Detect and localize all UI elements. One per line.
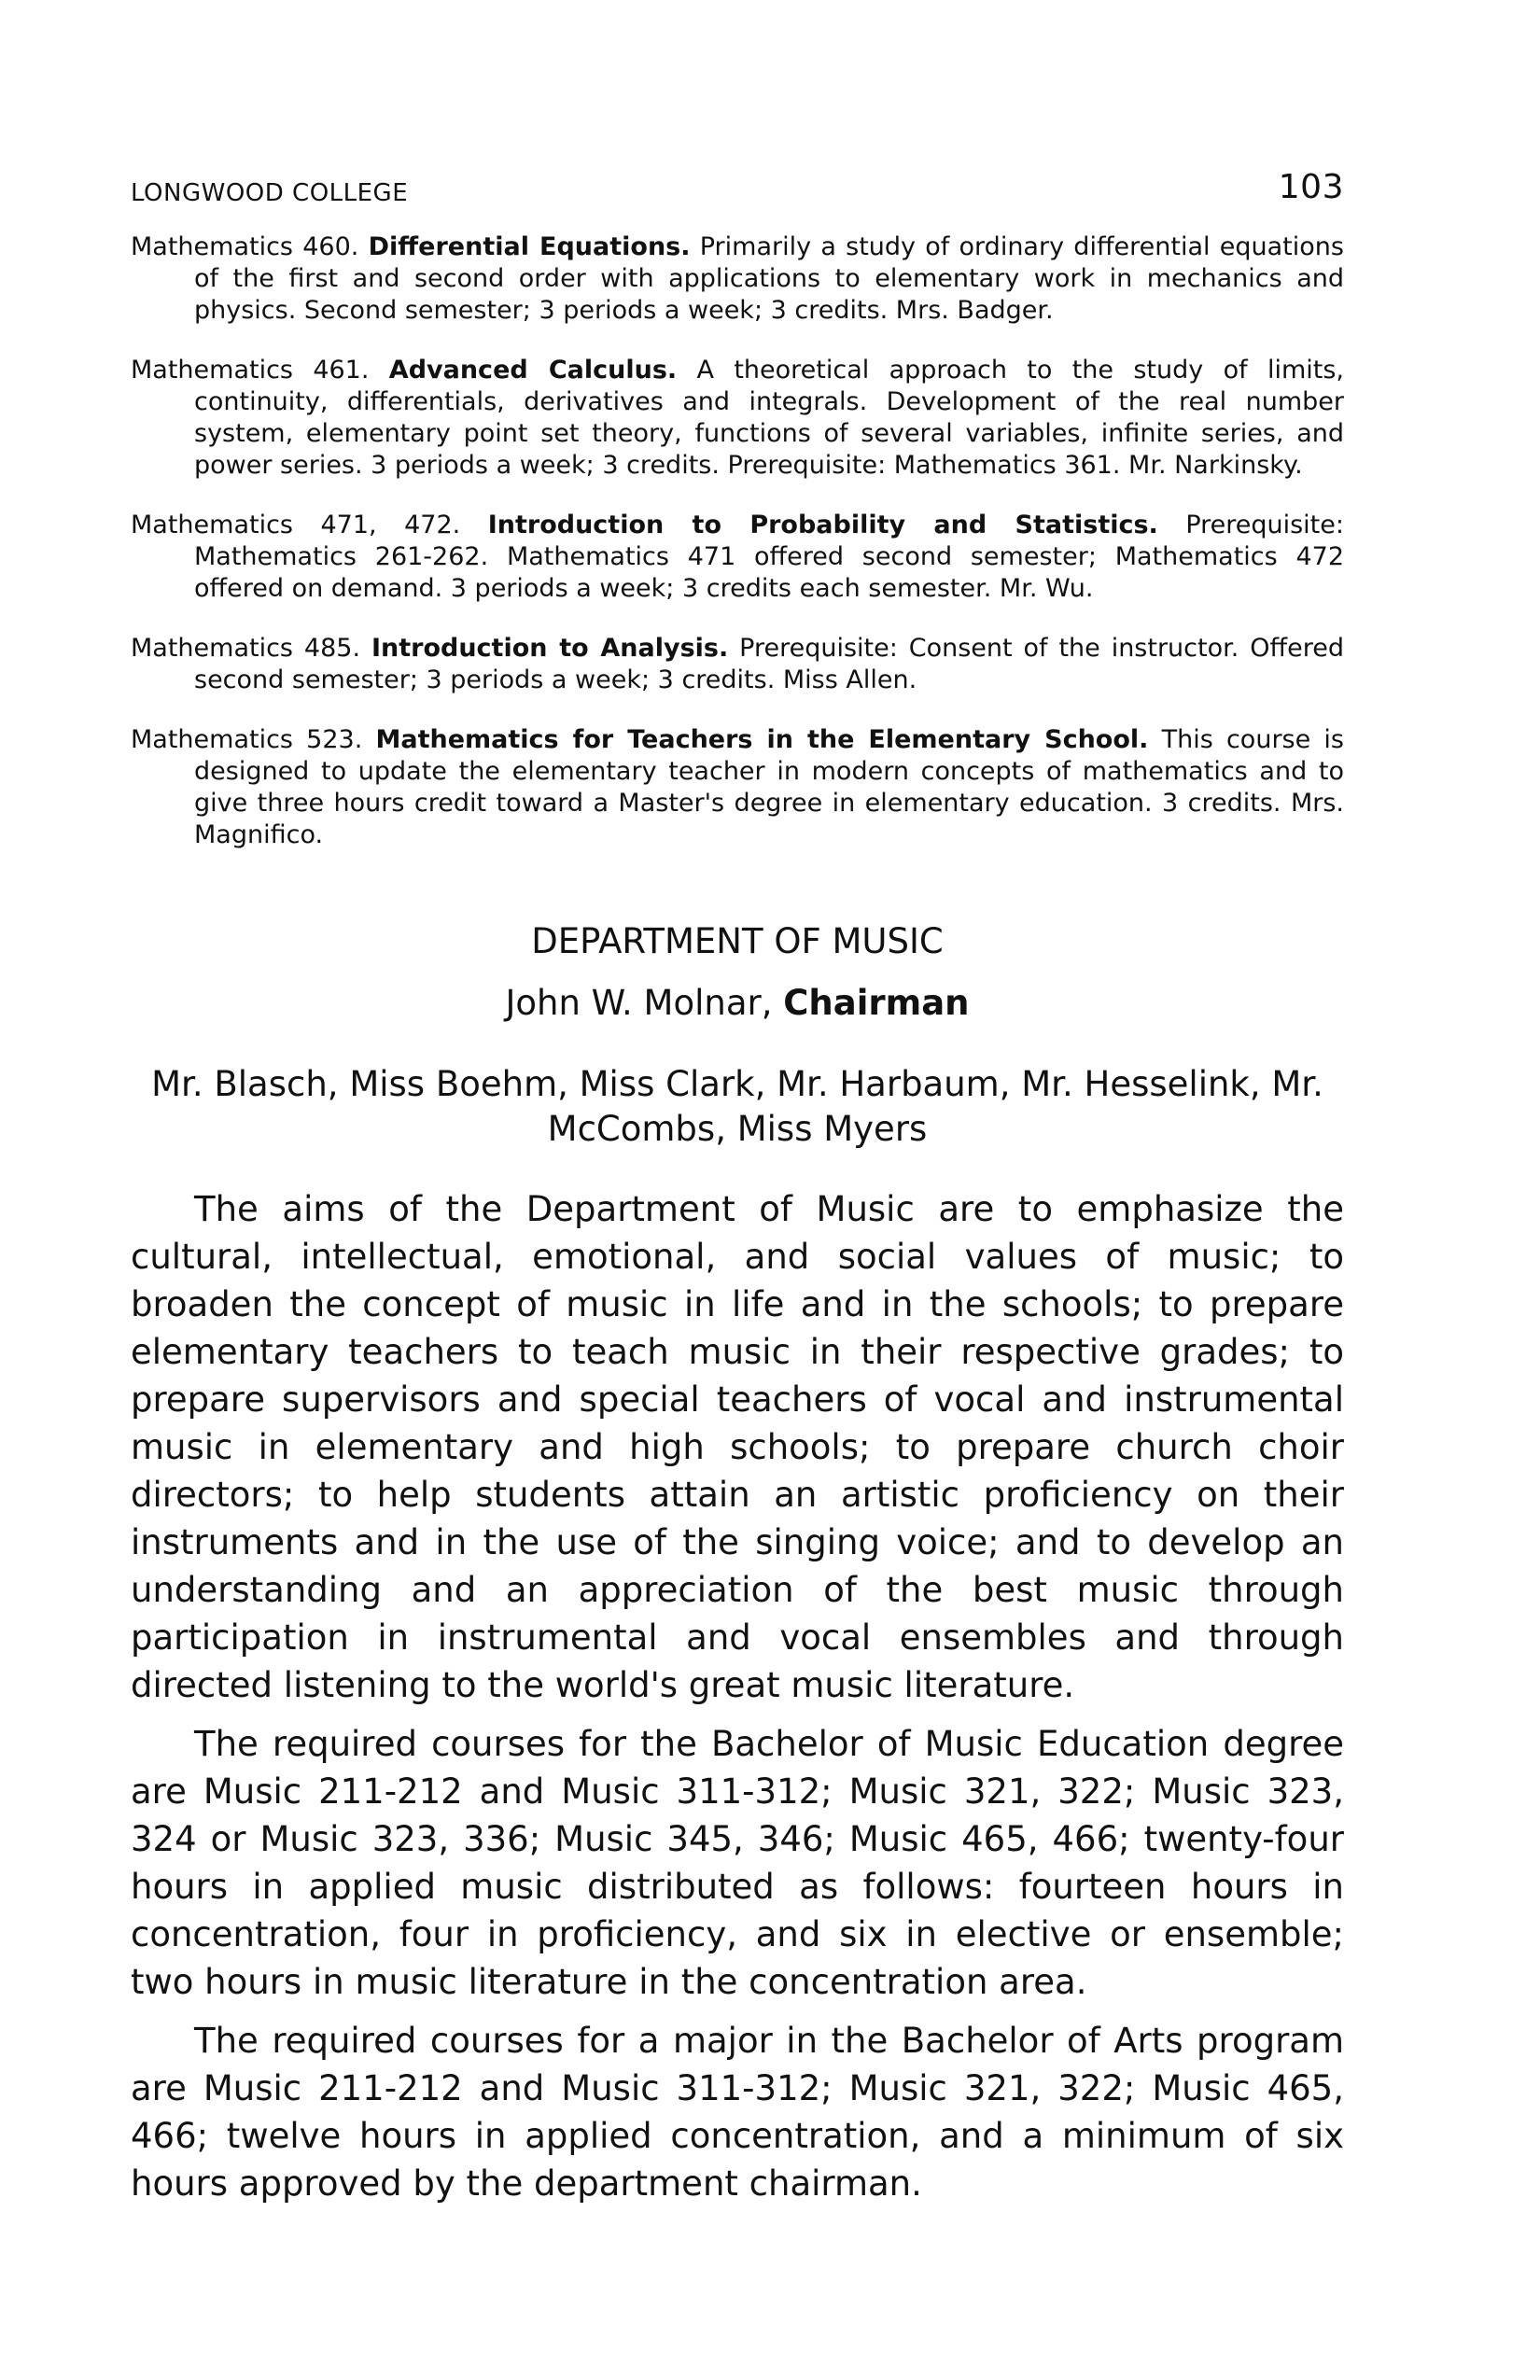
department-title: DEPARTMENT OF MUSIC <box>531 921 944 961</box>
course-description: Prerequisite: Consent of the instructor. Offered second semester; 3 periods a week; 3 credits. Miss Allen. <box>194 634 1344 694</box>
course-entry <box>131 231 1344 327</box>
course-number: Mathematics 523. <box>131 725 363 754</box>
course-title: Introduction to Probability and Statistics. <box>487 511 1158 539</box>
course-description: Primarily a study of ordinary differential equations of the first and second order with applications to elementary work in mechanics and physics. Second semester; 3 periods a week; 3 credits. Mrs. Badger. <box>194 232 1344 325</box>
course-title: Mathematics for Teachers in the Elementary School. <box>375 725 1149 754</box>
course-description: A theoretical approach to the study of limits, continuity, differentials, derivatives and integrals. Development of the real number system, elementary point set theory, functions of several variables, infinite series, and power series. 3 periods a week; 3 credits. Prerequisite: Mathematics 361. Mr. Narkinsky. <box>194 356 1344 480</box>
college-name: LONGWOOD COLLEGE <box>131 179 409 207</box>
course-number: Mathematics 461. <box>131 356 370 385</box>
course-title: Advanced Calculus. <box>388 356 678 385</box>
course-title: Differential Equations. <box>368 232 691 261</box>
chair-role: Chairman <box>783 983 970 1023</box>
chair-name: John W. Molnar, <box>505 983 773 1023</box>
course-title: Introduction to Analysis. <box>371 634 729 663</box>
page-header <box>131 168 1344 215</box>
course-number: Mathematics 485. <box>131 634 361 663</box>
course-description: Prerequisite: Mathematics 261-262. Mathematics 471 offered second semester; Mathematics 472 offered on demand. 3 periods a week; 3 credits each semester. Mr. Wu. <box>194 511 1344 603</box>
course-entry <box>131 510 1344 605</box>
page-number: 103 <box>1278 168 1344 206</box>
body-paragraph: The required courses for a major in the Bachelor of Arts program are Music 211-212 and Music 311-312; Music 321, 322; Music 465, 466; twelve hours in applied concentration, and a minimum of six hours approved by the department chairman. <box>131 2021 1344 2204</box>
body-paragraph: The aims of the Department of Music are to emphasize the cultural, intellectual, emotional, and social values of music; to broaden the concept of music in life and in the schools; to prepare elementary teachers to teach music in their respective grades; to prepare supervisors and special teachers of vocal and instrumental music in elementary and high schools; to prepare church choir directors; to help students attain an artistic proficiency on their instruments and in the use of the singing voice; and to develop an understanding and an appreciation of the best music through participation in instrumental and vocal ensembles and through directed listening to the world's great music literature. <box>131 1189 1344 1705</box>
course-number: Mathematics 460. <box>131 232 359 261</box>
department-chair <box>131 982 1344 1025</box>
course-entry <box>131 724 1344 851</box>
faculty-list: Mr. Blasch, Miss Boehm, Miss Clark, Mr. Harbaum, Mr. Hesselink, Mr. McCombs, Miss Myers <box>151 1064 1323 1149</box>
course-description: This course is designed to update the elementary teacher in modern concepts of mathematics and to give three hours credit toward a Master's degree in elementary education. 3 credits. Mrs. Magnifico. <box>194 725 1344 849</box>
catalog-page <box>131 168 1344 2207</box>
course-entry <box>131 633 1344 696</box>
course-number: Mathematics 471, 472. <box>131 511 461 539</box>
course-entry <box>131 355 1344 482</box>
body-paragraph: The required courses for the Bachelor of Music Education degree are Music 211-212 and Music 311-312; Music 321, 322; Music 323, 324 or Music 323, 336; Music 345, 346; Music 465, 466; twenty-four hours in applied music distributed as follows: fourteen hours in concentration, four in proficiency, and six in elective or ensemble; two hours in music literature in the concentration area. <box>131 1724 1344 2002</box>
